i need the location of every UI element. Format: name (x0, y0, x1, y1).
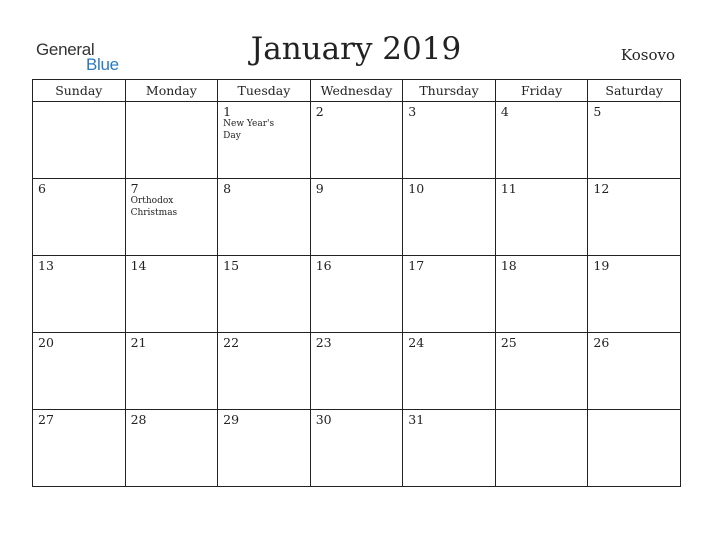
day-number: 12 (593, 181, 610, 196)
calendar-title: January 2019 (250, 31, 462, 67)
day-cell (403, 410, 496, 487)
day-number: 15 (223, 258, 240, 273)
day-number: 1 (223, 104, 232, 119)
day-cell (588, 256, 681, 333)
day-number: 13 (38, 258, 54, 273)
day-number: 10 (408, 181, 425, 196)
day-cell (218, 179, 311, 256)
weekday-header: Sunday (33, 80, 126, 102)
day-number: 21 (130, 335, 147, 350)
day-cell (403, 256, 496, 333)
day-cell (495, 102, 588, 179)
week-row (33, 256, 681, 333)
day-cell (403, 179, 496, 256)
week-row (33, 102, 681, 179)
day-number: 22 (223, 335, 240, 350)
day-number: 30 (315, 412, 332, 427)
day-number: 5 (593, 104, 602, 119)
day-cell (310, 102, 403, 179)
day-number: 14 (130, 258, 147, 273)
logo-text-blue: Blue (86, 55, 119, 74)
day-number: 9 (315, 181, 324, 196)
day-number: 3 (408, 104, 417, 119)
day-cell (403, 102, 496, 179)
country-label: Kosovo (620, 46, 675, 64)
week-row (33, 410, 681, 487)
day-number: 20 (38, 335, 54, 350)
calendar-grid (32, 79, 681, 487)
day-cell (218, 256, 311, 333)
day-cell (125, 179, 218, 256)
day-cell (33, 410, 126, 487)
day-cell (125, 333, 218, 410)
weekday-header: Wednesday (310, 80, 403, 102)
day-number: 11 (500, 181, 517, 196)
day-cell (310, 179, 403, 256)
day-number: 28 (130, 412, 147, 427)
day-cell (125, 256, 218, 333)
week-row (33, 179, 681, 256)
day-number: 7 (130, 181, 139, 196)
day-number: 19 (593, 258, 610, 273)
day-number: 23 (315, 335, 332, 350)
day-number: 31 (408, 412, 425, 427)
day-number: 4 (500, 104, 509, 119)
week-row (33, 333, 681, 410)
day-number: 6 (38, 181, 46, 196)
weekday-header-row (33, 80, 681, 102)
day-number: 18 (500, 258, 517, 273)
weekday-header: Monday (125, 80, 218, 102)
day-cell (218, 102, 311, 179)
day-cell (310, 410, 403, 487)
day-cell (33, 256, 126, 333)
day-cell (495, 256, 588, 333)
day-number: 16 (315, 258, 332, 273)
day-cell (125, 102, 218, 179)
weekday-header: Friday (495, 80, 588, 102)
day-cell (495, 410, 588, 487)
day-cell (588, 410, 681, 487)
day-cell (218, 333, 311, 410)
day-number: 25 (500, 335, 517, 350)
logo-text-general: General (36, 40, 95, 59)
day-cell (588, 179, 681, 256)
weekday-header: Saturday (588, 80, 681, 102)
day-number: 27 (38, 412, 54, 427)
day-cell (495, 179, 588, 256)
day-cell (588, 333, 681, 410)
day-cell (218, 410, 311, 487)
day-cell (33, 333, 126, 410)
day-number: 8 (223, 181, 232, 196)
day-cell (588, 102, 681, 179)
day-cell (495, 333, 588, 410)
day-cell (310, 333, 403, 410)
holiday-label: New Year's Day (223, 119, 275, 141)
day-number: 2 (315, 104, 324, 119)
day-number: 24 (408, 335, 425, 350)
day-cell (33, 179, 126, 256)
day-number: 29 (223, 412, 240, 427)
holiday-label: Orthodox Christmas (130, 196, 178, 218)
weekday-header: Tuesday (218, 80, 311, 102)
day-number: 17 (408, 258, 425, 273)
day-cell (125, 410, 218, 487)
day-cell (403, 333, 496, 410)
day-cell (310, 256, 403, 333)
day-cell (33, 102, 126, 179)
weekday-header: Thursday (403, 80, 496, 102)
day-number: 26 (593, 335, 610, 350)
